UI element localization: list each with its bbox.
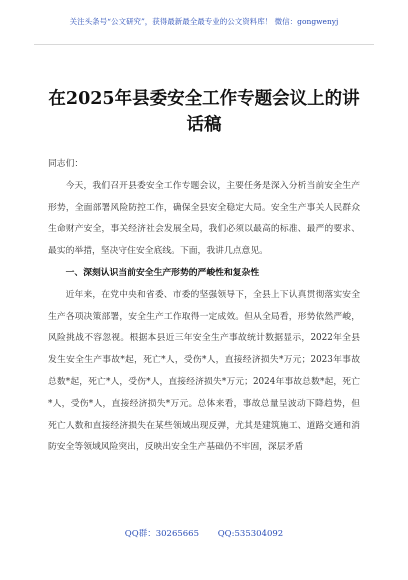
section-paragraph: 近年来，在党中央和省委、市委的坚强领导下，全县上下认真贯彻落实安全生产各项决策部署，安全生产工作取得一定成效。但从全局看，形势依然严峻，风险挑战不容忽视。根据本县近三年安全生产事故统计数据显示，2022年全县发生安全生产事故*起，死亡*人，受伤*人，直接经济损失*万元；2023年事故总数*起，死亡*人，受伤*人，直接经济损失*万元；2024年事故总数*起，死亡*人，受伤*人，直接经济损失*万元。总体来看，事故总量呈波动下降趋势，但死亡人数和直接经济损失在某些领域出现反弹，尤其是建筑施工、道路交通和消防安全等领域风险突出，反映出安全生产基础仍不牢固，深层矛盾 (48, 289, 360, 453)
page-title: 在2025年县委安全工作专题会议上的讲话稿 (48, 89, 360, 135)
salutation: 同志们： (48, 159, 84, 169)
header-divider (34, 44, 374, 45)
footer (0, 527, 408, 539)
footer-qq-group: QQ群：30265665 (124, 529, 199, 539)
intro-paragraph: 今天，我们召开县委安全工作专题会议，主要任务是深入分析当前安全生产形势，全面部署风险防控工作，确保全县安全稳定大局。安全生产事关人民群众生命财产安全，事关经济社会发展全局，我们必须以最高的标准、最严的要求、最实的举措，坚决守住安全底线。下面，我讲几点意见。 (48, 180, 360, 257)
section-heading: 一、深刻认识当前安全生产形势的严峻性和复杂性 (65, 267, 260, 278)
footer-qq: QQ:535304092 (217, 529, 284, 539)
header-note: 关注头条号“公文研究”，获得最新最全最专业的公文资料库！ 微信：gongwenyj (69, 17, 339, 26)
document-body (48, 154, 360, 459)
